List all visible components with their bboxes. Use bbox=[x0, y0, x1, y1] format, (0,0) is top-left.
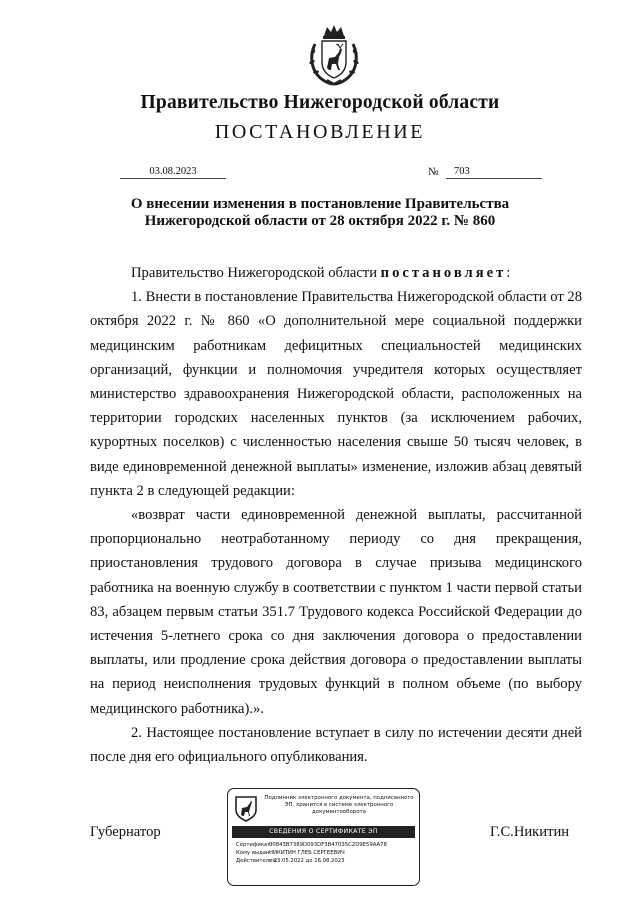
certificate-row bbox=[236, 842, 387, 849]
document-type: ПОСТАНОВЛЕНИЕ bbox=[214, 121, 426, 143]
number-sign: № bbox=[428, 166, 439, 178]
valid-value: с 23.05.2022 до 16.08.2023 bbox=[269, 858, 345, 864]
quoted-paragraph: «возврат части единовременной денежной выплаты, рассчитанной пропорционально неотработанному периоду со дня прекращения, приостановления трудового договора в случае призыва медицинского работника на военную службу в соответствии с пунктом 1 части первой статьи 83, абзацем первым статьи 351.7 Трудового кодекса Российской Федерации до истечения 5-летнего срока со дня заключения договора о предоставлении выплаты, или продление срока действия договора о предоставлении выплаты на период неисполнения трудовых функций в полном объеме (по выбору медицинского работника).». bbox=[90, 507, 582, 717]
document-subject bbox=[90, 196, 550, 230]
document-number: 703 bbox=[446, 166, 542, 179]
subject-line-2: Нижегородской области от 28 октября 2022 г. № 860 bbox=[144, 213, 496, 229]
stamp-note: Подлинник электронного документа, подписанного ЭП, хранится в системе электронного документооборота bbox=[264, 795, 414, 815]
document-date: 03.08.2023 bbox=[120, 166, 226, 179]
stamp-banner: СВЕДЕНИЯ О СЕРТИФИКАТЕ ЭП bbox=[232, 826, 415, 838]
preamble-verb: постановляет bbox=[380, 265, 507, 281]
item-2: 2. Настоящее постановление вступает в силу по истечении десяти дней после дня его официального опубликования. bbox=[90, 724, 582, 766]
certificate-value: 00843B7389D093DF3B47035C2D9E59AA78 bbox=[269, 842, 387, 848]
e-signature-stamp bbox=[227, 788, 420, 886]
preamble bbox=[90, 261, 582, 285]
preamble-prefix: Правительство Нижегородской области bbox=[131, 265, 381, 281]
coat-of-arms-icon bbox=[303, 22, 365, 88]
valid-row bbox=[236, 858, 345, 865]
valid-label: Действителен: bbox=[236, 858, 278, 864]
certificate-label: Сертификат: bbox=[236, 842, 273, 848]
issued-to-row bbox=[236, 850, 345, 857]
signer-name: Г.С.Никитин bbox=[490, 824, 570, 840]
signer-position: Губернатор bbox=[90, 824, 161, 840]
preamble-suffix: : bbox=[506, 265, 511, 281]
issued-to-label: Кому выдан: bbox=[236, 850, 272, 856]
document-body bbox=[90, 261, 582, 769]
issued-to-value: НИКИТИН ГЛЕБ СЕРГЕЕВИЧ bbox=[269, 850, 345, 856]
government-title: Правительство Нижегородской области bbox=[140, 92, 500, 113]
item-1: 1. Внести в постановление Правительства Нижегородской области от 28 октября 2022 г. № 860 «О дополнительной мере социальной поддержки медицинским работникам дефицитных специальностей медицинских организаций, функции и полномочия учредителя которых осуществляет министерство здравоохранения Нижегородской области, расположенных на территории городских населенных пунктов (за исключением рабочих, курортных поселков) с численностью населения свыше 50 тысяч человек, в виде единовременной денежной выплаты» изменение, изложив абзац девятый пункта 2 в следующей редакции: bbox=[90, 289, 582, 499]
subject-line-1: О внесении изменения в постановление Правительства bbox=[130, 196, 510, 212]
regional-emblem-icon bbox=[233, 794, 259, 822]
